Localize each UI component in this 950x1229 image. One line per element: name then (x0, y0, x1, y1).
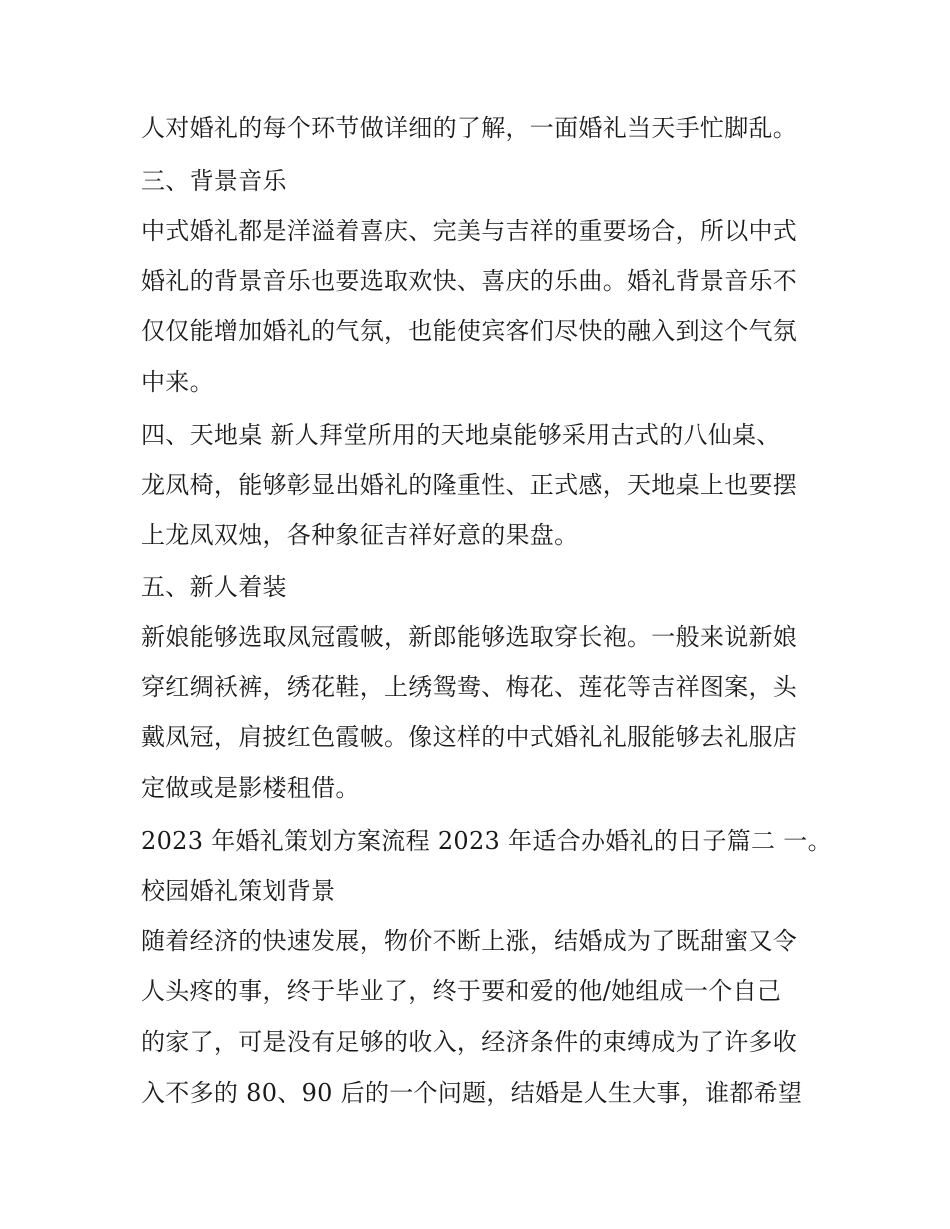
section-heading: 四、天地桌 新人拜堂所用的天地桌能够采用古式的八仙桌、 (141, 421, 781, 449)
text-line: 随着经济的快速发展，物价不断上涨，结婚成为了既甜蜜又令 (141, 927, 798, 955)
text-line: 新娘能够选取凤冠霞帔，新郎能够选取穿长袍。一般来说新娘 (141, 623, 798, 651)
section-heading: 校园婚礼策划背景 (141, 877, 336, 905)
text-line: 中来。 (141, 368, 214, 396)
section-heading: 五、新人着装 (141, 573, 287, 601)
text-line: 中式婚礼都是洋溢着喜庆、完美与吉祥的重要场合，所以中式 (141, 217, 798, 245)
text-line: 上龙凤双烛，各种象征吉祥好意的果盘。 (141, 521, 579, 549)
text-line: 仅仅能增加婚礼的气氛，也能使宾客们尽快的融入到这个气氛 (141, 317, 798, 345)
text-line: 人头疼的事，终于毕业了，终于要和爱的他/她组成一个自己 (141, 977, 782, 1005)
text-line: 戴凤冠，肩披红色霞帔。像这样的中式婚礼礼服能够去礼服店 (141, 723, 798, 751)
text-line: 入不多的 80、90 后的一个问题，结婚是人生大事，谁都希望 (141, 1079, 803, 1107)
section-heading: 三、背景音乐 (141, 167, 287, 195)
text-line: 龙凤椅，能够彰显出婚礼的隆重性、正式感，天地桌上也要摆 (141, 471, 798, 499)
text-line: 穿红绸袄裤，绣花鞋，上绣鸳鸯、梅花、莲花等吉祥图案，头 (141, 673, 798, 701)
text-line: 定做或是影楼租借。 (141, 774, 360, 802)
text-line: 婚礼的背景音乐也要选取欢快、喜庆的乐曲。婚礼背景音乐不 (141, 267, 798, 295)
text-line: 人对婚礼的每个环节做详细的了解，一面婚礼当天手忙脚乱。 (141, 114, 798, 142)
text-line: 的家了，可是没有足够的收入，经济条件的束缚成为了许多收 (141, 1028, 798, 1056)
section-title: 2023 年婚礼策划方案流程 2023 年适合办婚礼的日子篇二 一。 (141, 827, 832, 855)
